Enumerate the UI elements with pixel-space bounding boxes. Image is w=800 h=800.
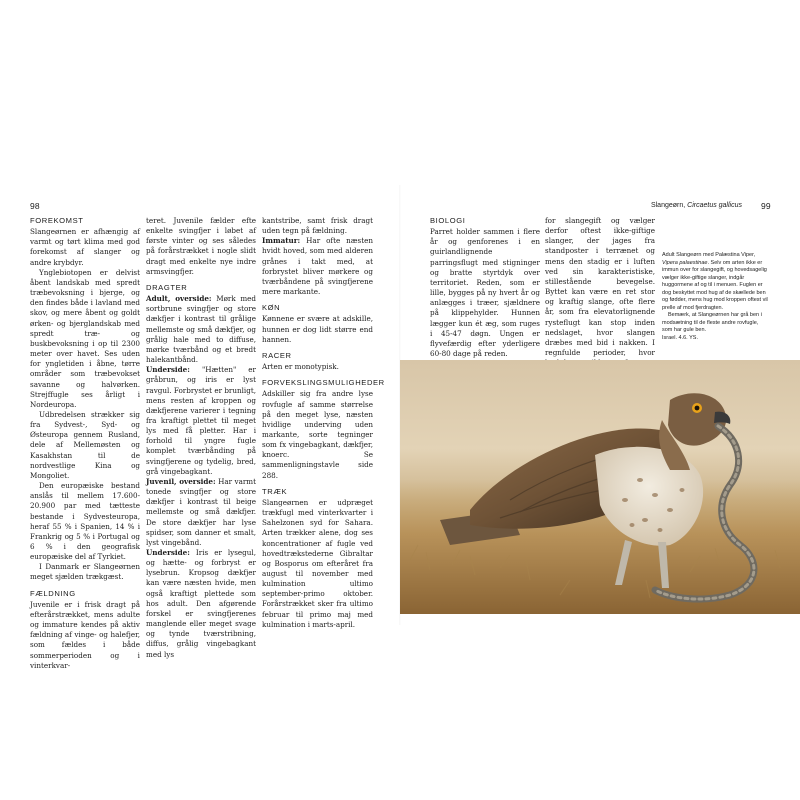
label-immatur: Immatur: — [262, 236, 301, 246]
running-head-name: Slangeørn, — [650, 202, 688, 209]
paragraph: Juvenile er i frisk dragt på efterårstrækket, mens adulte og immature kendes på aktiv fældning af vinge- og halefjer, som fældes i både sommerperioden og i vinterkvar- — [30, 599, 140, 670]
paragraph: Slangeørnen er afhængig af varmt og tørt klima med god forekomst af slanger og andre krybdyr. — [30, 227, 140, 267]
label-underside: Underside: — [146, 548, 190, 557]
running-head-latin: Circaetus gallicus — [687, 202, 742, 209]
running-head — [651, 202, 742, 209]
eagle-photo — [400, 360, 800, 614]
heading-traek: TRÆK — [262, 486, 288, 496]
heading-faeldning: FÆLDNING — [30, 588, 76, 598]
page-number-left: 98 — [30, 201, 40, 211]
text: Mørk med sortbrune svingfjer og store dækfjer i kontrast til grålige mellemste og små dækfjer, og grålig hale med to diffuse, mørke tværbånd og et bredt halekantbånd. — [146, 294, 256, 365]
paragraph: Ynglebiotopen er delvist åbent landskab med spredt træbevoksning i bjerge, og den findes både i lavland med skov, og mere åbent og goldt ørken- og bjerglandskab med spredt træ- og buskbevoksning i op til 2300 meter over havet. Ses uden for yngletiden i åbne, tørre områder som træbevokset savanne og halvørken. Strejffugle ses årligt i Nordeuropa. — [30, 267, 140, 409]
right-column-1 — [430, 216, 540, 380]
photo-caption — [662, 252, 770, 342]
heading-forvekslingsmuligheder: FORVEKSLINGSMULIGHEDER — [262, 378, 385, 388]
paragraph: kantstribe, samt frisk dragt uden tegn på fældning. — [262, 216, 373, 236]
heading-dragter: DRAGTER — [146, 282, 188, 292]
paragraph: Slangeørnen er udpræget trækfugl med vinterkvarter i Sahelzonen syd for Sahara. Arten trækker alene, dog ses koncentrationer af fugle ved hovedtrækstederne Gibraltar og Bosporus om efteråret fra august til november med kulmination ultimo september-primo oktober. Forårstrækket sker fra ultimo februar til primo maj med kulmination i marts-april. — [262, 497, 373, 629]
paragraph-juvenil-underside — [146, 548, 256, 660]
paragraph: Den europæiske bestand anslås til mellem 17.600-20.900 par med tætteste bestande i Sydvesteuropa, heraf 55 % i Spanien, 14 % i Frankrig og 5 % i Portugal og 6 % i den geografisk europæiske del af Tyrkiet. — [30, 481, 140, 562]
caption-credit: Israel. 4.6. YS. — [662, 334, 698, 341]
paragraph-adult-overside — [146, 294, 256, 365]
caption-part: . Selv om arten ikke er immun over for slangegift, og hovedsagelig vælger ikke-giftige slanger, indgår huggormene af og til i menuen. Fuglen er dog beskyttet mod hug af de skællede ben og fødder, mens hug mod kroppen oftest vil prelle af mod fjerdragten. — [662, 259, 768, 311]
paragraph-juvenil-overside — [146, 477, 256, 548]
paragraph: teret. Juvenile fælder efte enkelte svingfjer i løbet af første vinter og ses således på forårstrækket i nogle slidt dragt med enkelte nye indre armsvingfjer. — [146, 216, 256, 276]
caption-note: Bemærk, at Slangeørnen har grå ben i modsætning til de fleste andre rovfugle, som har gule ben. — [662, 312, 762, 333]
paragraph: Parret holder sammen i flere år og genforenes i en guirlandlignende parringsflugt med stigninger og bratte styrtdyk over territoriet. Reden, som er lille, bygges på ny hvert år og anlægges i træer, sjældnere på klippehylder. Hunnen lægger kun ét æg, som ruges i 45-47 døgn. Ungen er flyvefærdig efter yderligere 60-80 dage på reden. — [430, 227, 540, 359]
heading-forekomst: FOREKOMST — [30, 216, 84, 225]
label-adult-overside: Adult, overside: — [146, 294, 212, 304]
label-juvenil-overside: Juvenil, overside: — [146, 476, 216, 486]
caption-part: Adult Slangeørn med Palæstina Viper, — [662, 252, 756, 258]
eagle-with-snake-illustration — [400, 360, 800, 614]
paragraph: for slangegift og vælger derfor oftest ikke-giftige slanger, der jages fra standposter i terrænet og mens den stadig er i luften ved sin karakteristiske, stillestående bevegelse. Byttet kan være en ret stor og kraftig slange, ofte flere år, som fra elevatorlignende rysteflugt kan stop inden nedslaget, hvor slangen dræbes med bid i nakken. I regnfulde perioder, hvor — [545, 216, 655, 358]
paragraph-immatur — [262, 236, 373, 297]
label-underside: Underside: — [146, 365, 190, 375]
left-column-3 — [262, 216, 385, 630]
paragraph: Adskiller sig fra andre lyse rovfugle af samme størrelse på den meget lyse, næsten hvidlige underving uden markante, sorte tegninger som fx vingebagkant, dækfjer, knoerc. Se sammenligningstavle side 288. — [262, 389, 373, 480]
heading-biologi: BIOLOGI — [430, 216, 466, 225]
left-column-1 — [30, 216, 140, 671]
paragraph: I Danmark er Slangeørnen meget sjælden trækgæst. — [30, 562, 140, 582]
left-column-2 — [146, 216, 256, 660]
heading-kon: KØN — [262, 303, 281, 313]
text: Har ofte næsten hvidt hoved, som med alderen grånes i takt med, at forbrystet bliver mørkere og tværbåndene på svingfjerene mere markante. — [262, 236, 373, 297]
paragraph-adult-underside — [146, 365, 256, 477]
heading-racer: RACER — [262, 350, 292, 360]
paragraph: Udbredelsen strækker sig fra Sydvest-, Syd- og Østeuropa gennem Rusland, dele af Mellemøsten og Kasakhstan til de nordvestlige Kina og Mongoliet. — [30, 409, 140, 480]
caption-latin: Vipera palaestinae — [662, 259, 708, 266]
text: "Hætten" er gråbrun, og iris er lyst ravgul. Forbrystet er brunligt, mens resten af kroppen og dækfjerene varierer i tegning fra kraftigt plettet til meget lys med få pletter. Har i forhold til yngre fugle komplet tværbånding på svingfjerene og tydelig, bred, grå vingebagkant. — [146, 365, 256, 476]
caption-text — [662, 252, 770, 312]
paragraph: Arten er monotypisk. — [262, 362, 339, 372]
paragraph: Kønnene er svære at adskille, hunnen er dog lidt større end hannen. — [262, 314, 373, 344]
page-number-right: 99 — [761, 201, 771, 211]
text: Har varmt tonede svingfjer og store dækfjer i kontrast til beige mellemste og små dækfjer. De store dækfjer har lyse spidser, som danner et smalt, lyst vingebånd. — [146, 476, 256, 547]
text: Iris er lysegul, og hætte- og forbryst er lysebrun. Kropsog dækfjer kan være næsten hvide, men også kraftigt plettede som hos adult. Den afgørende forskel er svingfjerenes manglende eller meget svage og tynde tværstribning, diffus, grålig vingebagkant med lys — [146, 548, 256, 659]
